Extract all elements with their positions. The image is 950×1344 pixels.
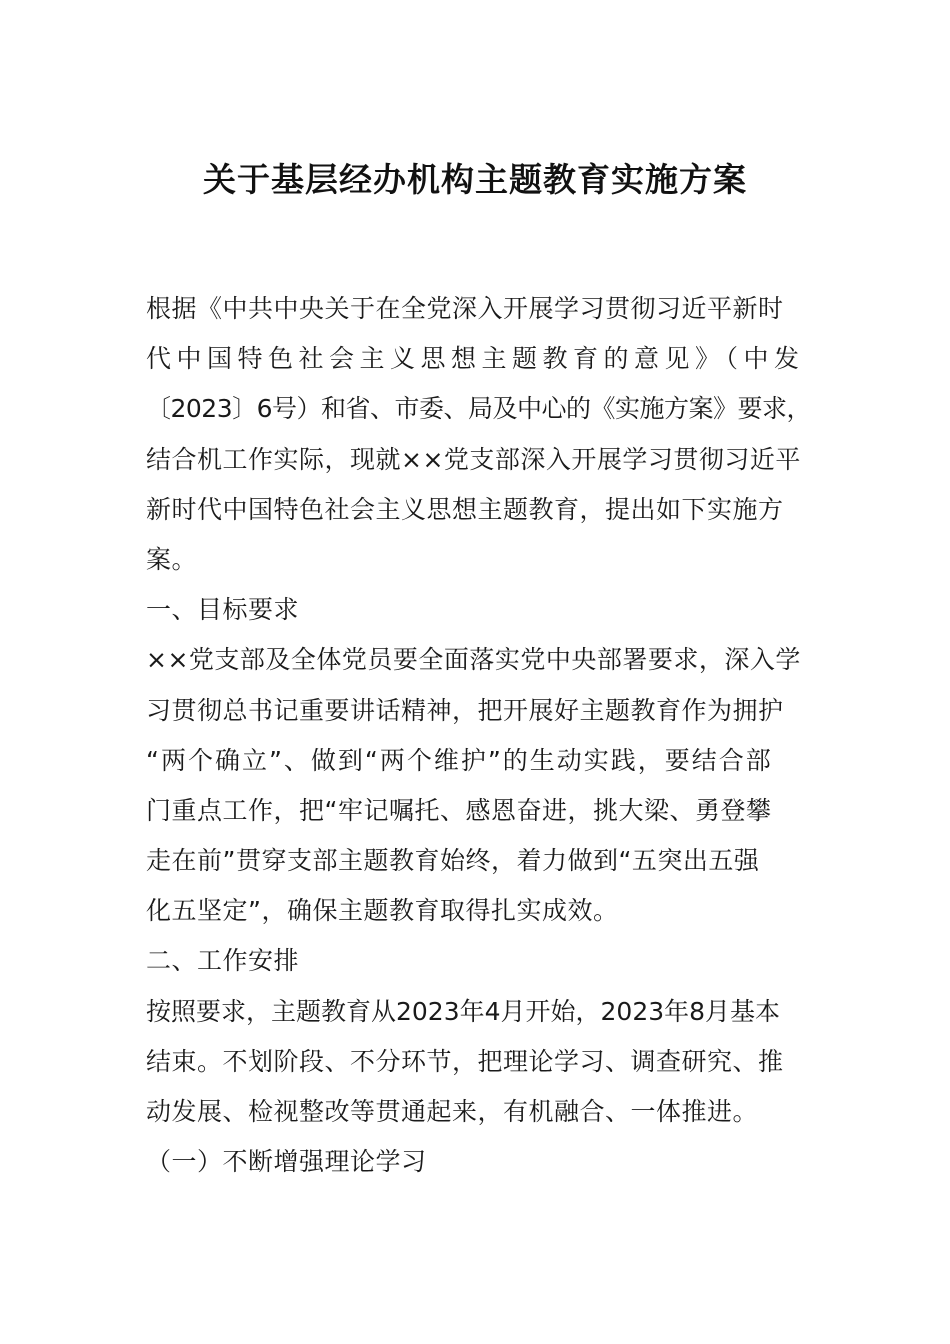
document-body [146,284,816,1187]
body-line-2: 代中国特色社会主义思想主题教育的意见》（中发 [146,344,805,374]
section-heading-2: 二、工作安排 [146,946,300,976]
body-line-16: 结束。不划阶段、不分环节，把理论学习、调查研究、推 [146,1046,784,1076]
body-line-5: 新时代中国特色社会主义思想主题教育，提出如下实施方 [146,494,784,524]
body-line-1: 根据《中共中央关于在全党深入开展学习贯彻习近平新时 [146,294,784,323]
body-line-4: 结合机工作实际，现就××党支部深入开展学习贯彻习近平 [146,444,801,474]
body-line-9: 习贯彻总书记重要讲话精神，把开展好主题教育作为拥护 [146,695,784,725]
body-line-3: 〔2023〕6号）和省、市委、局及中心的《实施方案》要求， [146,394,812,424]
body-line-10: “两个确立”、做到“两个维护”的生动实践，要结合部 [146,745,773,775]
document-title: 关于基层经办机构主题教育实施方案 [203,160,747,199]
body-line-11: 门重点工作，把“牢记嘱托、感恩奋进，挑大梁、勇登攀 [146,795,772,825]
body-line-13: 化五坚定”，确保主题教育取得扎实成效。 [146,896,619,926]
body-line-17: 动发展、检视整改等贯通起来，有机融合、一体推进。 [146,1097,759,1126]
body-line-8: ××党支部及全体党员要全面落实党中央部署要求，深入学 [146,645,801,675]
body-line-15: 按照要求，主题教育从2023年4月开始，2023年8月基本 [146,996,781,1026]
body-line-6: 案。 [146,544,198,574]
subsection-heading-1: （一）不断增强理论学习 [146,1147,427,1177]
body-line-12: 走在前”贯穿支部主题教育始终，着力做到“五突出五强 [146,846,760,876]
section-heading-1: 一、目标要求 [146,595,300,625]
